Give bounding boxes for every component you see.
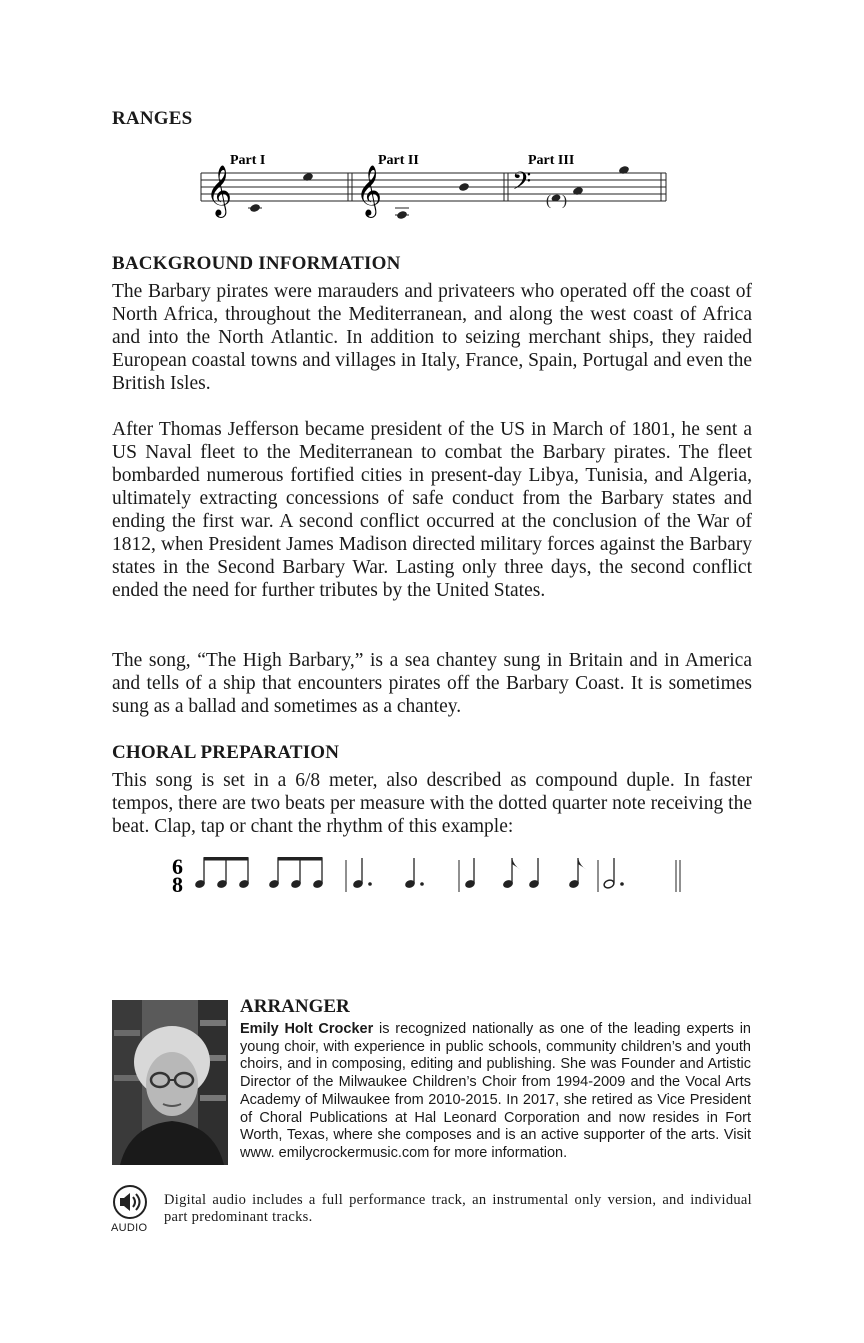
rhythm-example (168, 850, 698, 910)
paren-note: ) (562, 193, 567, 209)
rhythm-notation (168, 850, 698, 910)
paren-note: ( (546, 193, 551, 209)
note (249, 203, 261, 213)
arranger-heading: ARRANGER (240, 996, 350, 1017)
speaker-icon (112, 1184, 148, 1220)
part-label-3: Part III (528, 153, 575, 168)
ranges-staff (196, 145, 670, 235)
audio-description: Digital audio includes a full performance track, an instrumental only version, and individual part predominant tracks. (164, 1192, 752, 1225)
note (458, 182, 470, 192)
ranges-heading: RANGES (112, 108, 193, 129)
arranger-bio (240, 1021, 751, 1163)
background-heading: BACKGROUND INFORMATION (112, 253, 401, 274)
choral-heading: CHORAL PREPARATION (112, 742, 340, 763)
note (396, 210, 408, 220)
treble-clef-icon: 𝄞 (356, 165, 383, 216)
background-paragraph-1: The Barbary pirates were marauders and privateers who operated off the coast of North Africa, throughout the Mediterranean, and along the west coast of Africa and into the North Atlantic. In addition to seizing merchant ships, they raided European coastal towns and villages in Italy, France, Spain, Portugal and even the British Isles. (112, 281, 752, 394)
arranger-name: Emily Holt Crocker (240, 1021, 374, 1037)
arranger-portrait (112, 1000, 228, 1165)
audio-label: AUDIO (111, 1222, 148, 1234)
bass-clef-icon: 𝄢 (512, 167, 532, 202)
treble-clef-icon: 𝄞 (206, 165, 233, 216)
time-signature-bottom: 8 (172, 872, 183, 897)
part-label-1: Part I (230, 153, 266, 168)
arranger-bio-text: is recognized nationally as one of the leading experts in young choir, with experience in public schools, community children’s and youth choirs, and in composing, editing and publishing. She was Founder and Artistic Director of the Milwaukee Children’s Choir from 1994-2009 and the Vocal Arts Academy of Milwaukee from 2010-2015. In 2017, she retired as Vice President of Choral Publications at Hal Leonard Corporation and now resides in Fort Worth, Texas, where she composes and is an active supporter of the arts. Visit www. emilycrockermusic.com for more information. (240, 1021, 751, 1161)
background-paragraph-2: After Thomas Jefferson became president of the US in March of 1801, he sent a US Naval fleet to the Mediterranean to combat the Barbary pirates. The fleet bombarded numerous fortified cities in present-day Libya, Tunisia, and Algeria, ultimately extracting concessions of safe conduct from the Barbary states and ending the first war. A second conflict occurred at the conclusion of the War of 1812, when President James Madison directed military forces against the Barbary states in the Second Barbary War. Lasting only three days, the second conflict ended the need for further tributes by the United States. (112, 419, 752, 601)
choral-paragraph: This song is set in a 6/8 meter, also described as compound duple. In faster tempos, there are two beats per measure with the dotted quarter note receiving the beat. Clap, tap or chant the rhythm of this example: (112, 770, 752, 837)
time-signature-top: 6 (172, 854, 183, 879)
arranger-photo (112, 1000, 228, 1165)
note (603, 879, 615, 889)
ranges-notation (196, 145, 670, 235)
part-label-2: Part II (378, 153, 419, 168)
background-paragraph-3: The song, “The High Barbary,” is a sea chantey sung in Britain and in America and tells of a ship that encounters pirates off the Barbary Coast. It is sometimes sung as a ballad and sometimes as a chantey. (112, 650, 752, 717)
